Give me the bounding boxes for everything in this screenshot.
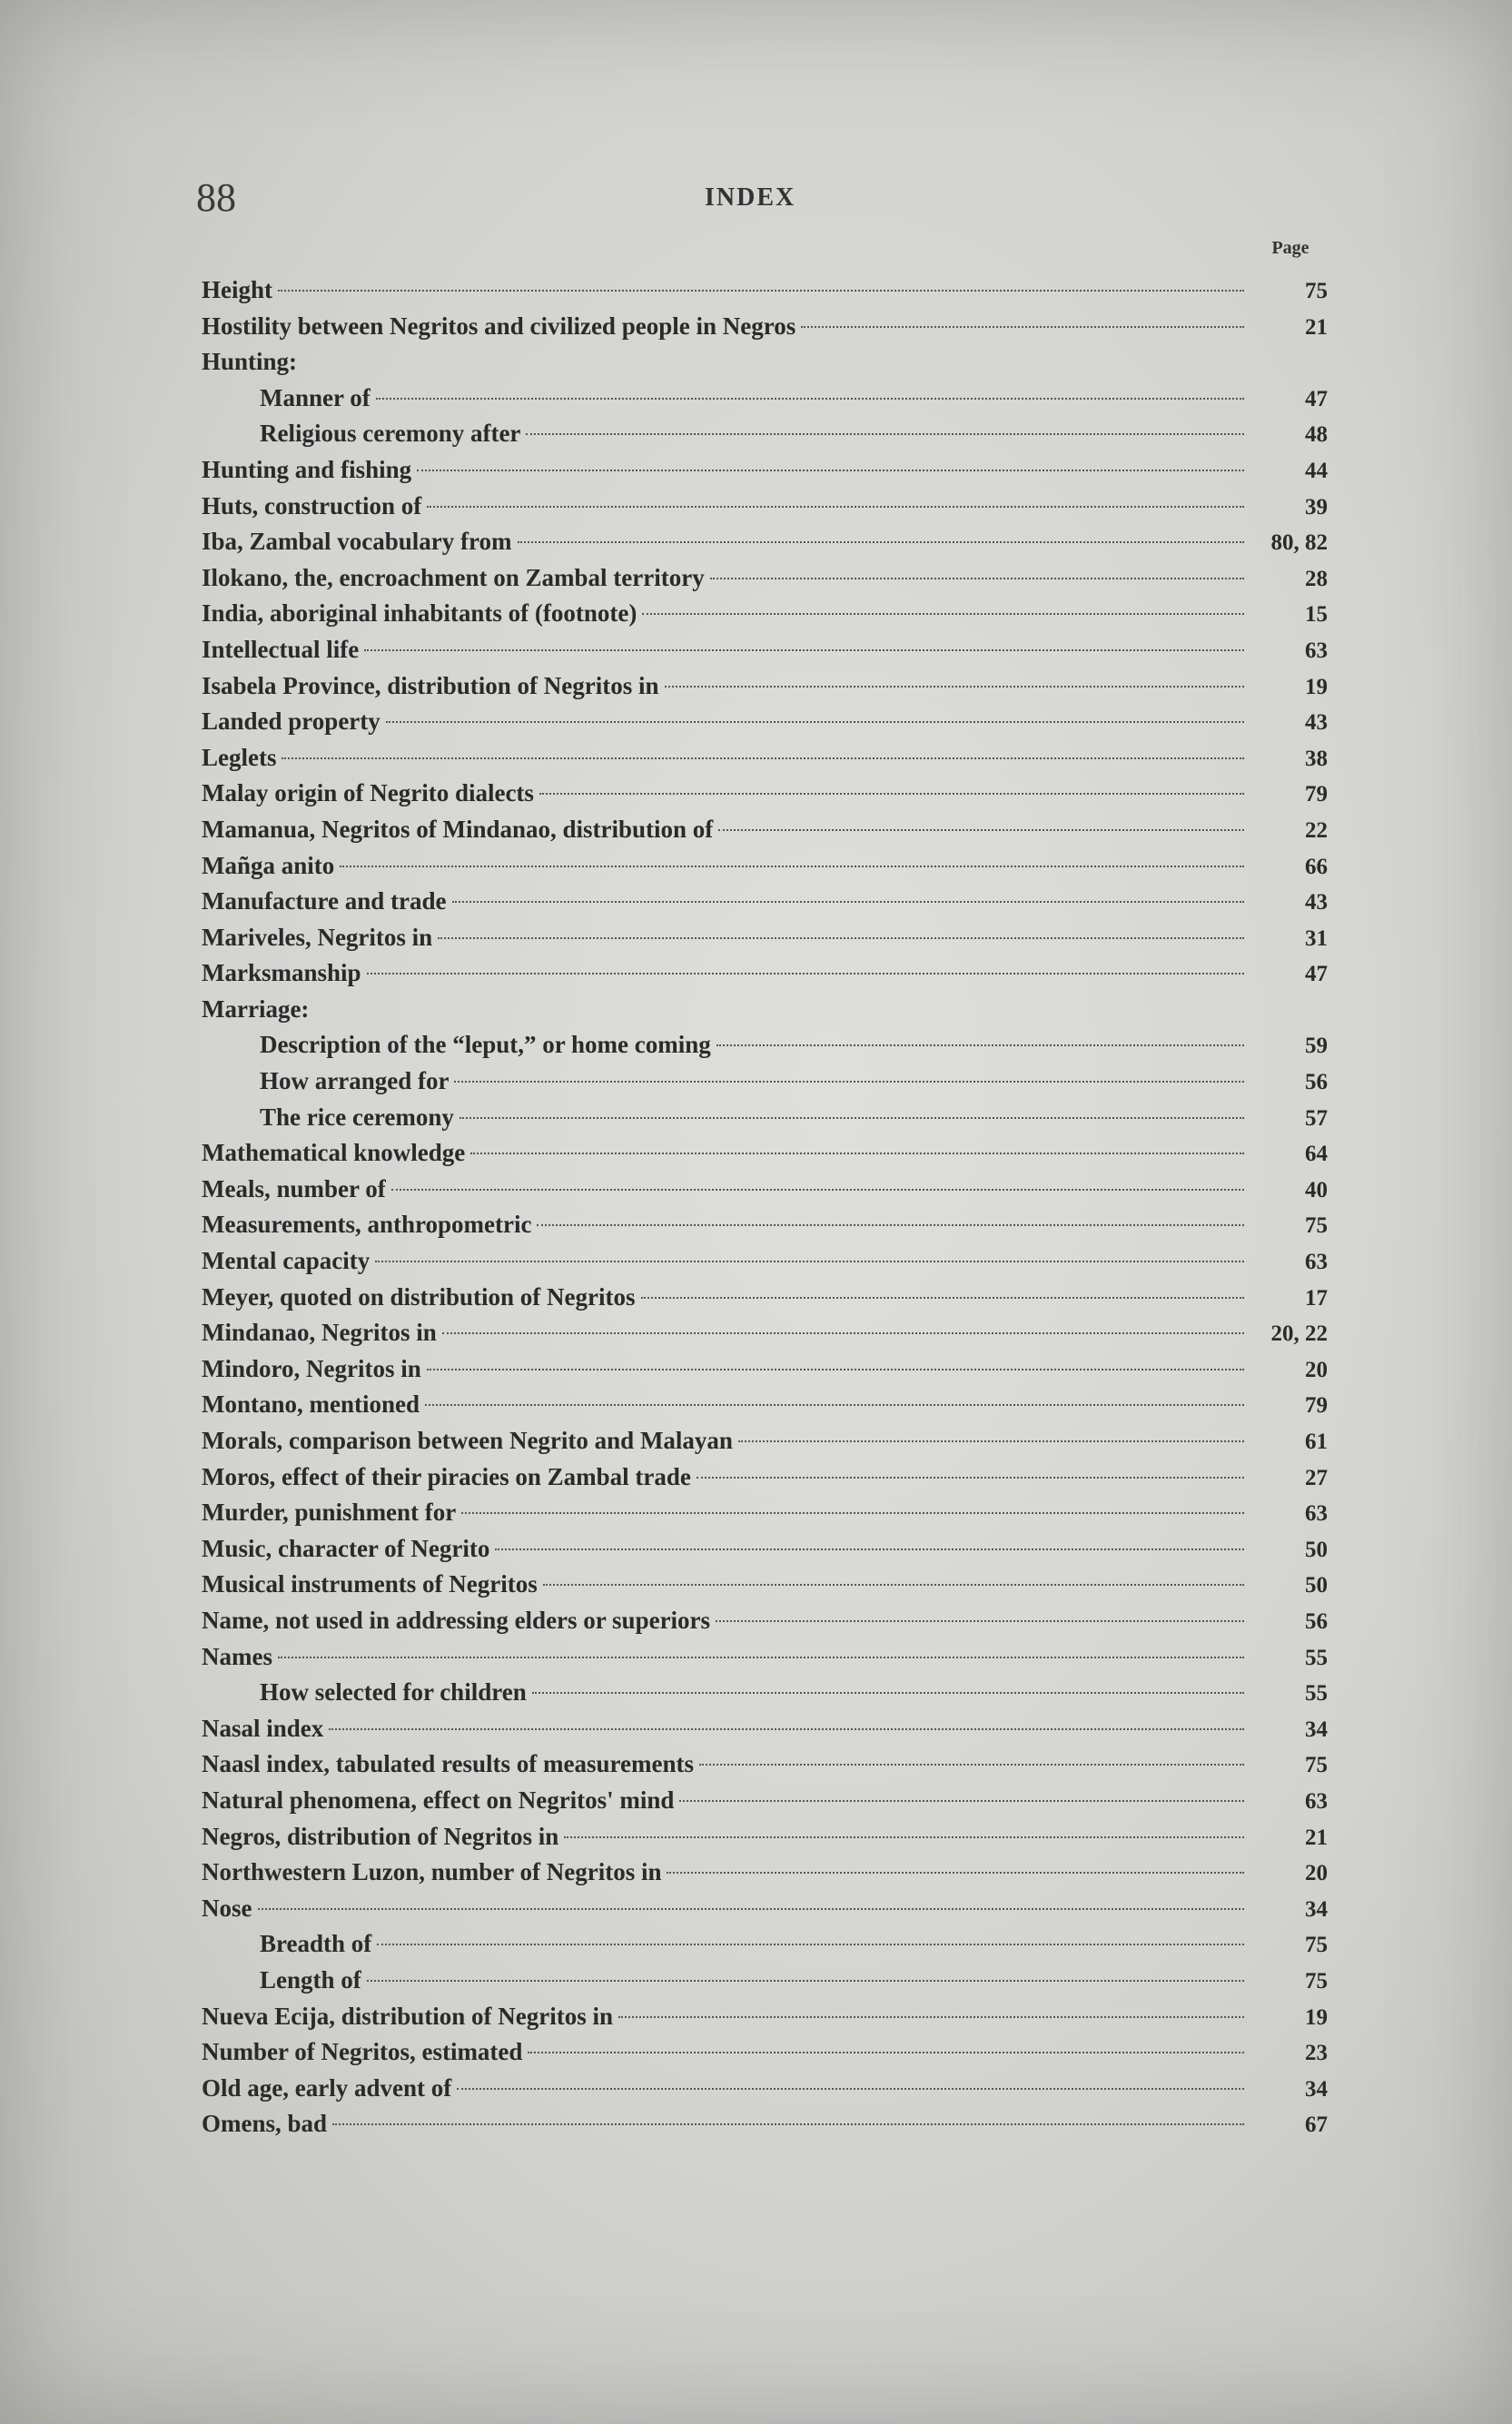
index-term: How selected for children <box>260 1678 527 1707</box>
index-term: Leglets <box>202 743 277 771</box>
index-page-ref: 40 <box>1305 1177 1328 1202</box>
index-page-ref: 43 <box>1305 710 1328 736</box>
dot-leader <box>329 1728 1244 1730</box>
index-term: Names <box>202 1642 272 1670</box>
index-page-ref: 75 <box>1305 1968 1328 1994</box>
dot-leader <box>258 1908 1245 1910</box>
index-term: Iba, Zambal vocabulary from <box>202 528 512 556</box>
dot-leader <box>332 2123 1244 2125</box>
index-subentry <box>202 1064 1328 1100</box>
index-term: Northwestern Luzon, number of Negritos in <box>202 1858 662 1886</box>
dot-leader <box>386 721 1244 723</box>
index-entry <box>202 1603 1328 1639</box>
index-page-ref: 61 <box>1305 1430 1328 1454</box>
index-entry <box>202 272 1328 309</box>
dot-leader <box>716 1620 1244 1622</box>
index-page-ref: 59 <box>1305 1034 1328 1059</box>
index-page-ref: 79 <box>1305 1393 1328 1419</box>
dot-leader <box>427 1369 1244 1370</box>
index-entry <box>202 1567 1328 1603</box>
dot-leader <box>801 326 1244 328</box>
index-page-ref: 19 <box>1305 674 1328 699</box>
page-title: INDEX <box>705 183 796 212</box>
index-entry <box>202 1315 1328 1351</box>
dot-leader <box>340 866 1244 867</box>
index-subentry <box>202 381 1328 417</box>
index-page-ref: 67 <box>1305 2112 1328 2138</box>
index-entry <box>202 920 1328 956</box>
index-term: Ilokano, the, encroachment on Zambal territory <box>202 563 705 591</box>
index-term: The rice ceremony <box>260 1103 454 1131</box>
dot-leader <box>738 1440 1244 1442</box>
dot-leader <box>697 1477 1244 1479</box>
index-term: Isabela Province, distribution of Negritos in <box>202 671 659 699</box>
index-page-ref: 55 <box>1305 1645 1328 1670</box>
index-page-ref: 31 <box>1305 925 1328 951</box>
index-entry <box>202 1819 1328 1855</box>
index-page-ref: 28 <box>1305 566 1328 591</box>
index-entry <box>202 1855 1328 1891</box>
index-entry <box>202 1746 1328 1783</box>
dot-leader <box>526 433 1244 435</box>
dot-leader <box>618 2016 1244 2018</box>
index-term: Mindanao, Negritos in <box>202 1319 437 1347</box>
index-page-ref: 22 <box>1305 817 1328 843</box>
index-term: Mamanua, Negritos of Mindanao, distribution of <box>202 815 714 843</box>
index-page-ref: 20 <box>1305 1357 1328 1382</box>
index-term: Mariveles, Negritos in <box>202 923 433 951</box>
index-term: Naasl index, tabulated results of measurements <box>202 1750 695 1778</box>
index-page-ref: 20, 22 <box>1270 1321 1328 1347</box>
index-term: Description of the “leput,” or home coming <box>260 1031 711 1059</box>
dot-leader <box>460 1117 1244 1119</box>
dot-leader <box>528 2052 1244 2053</box>
index-term: Old age, early advent of <box>202 2073 452 2102</box>
index-page-ref: 75 <box>1305 1213 1328 1239</box>
index-term: How arranged for <box>260 1067 450 1095</box>
index-subentry <box>202 1926 1328 1963</box>
dot-leader <box>438 937 1244 939</box>
dot-leader <box>543 1584 1244 1586</box>
dot-leader <box>417 470 1244 471</box>
page-header <box>196 171 1322 225</box>
index-subentry <box>202 416 1328 452</box>
dot-leader <box>539 793 1244 795</box>
index-term: Name, not used in addressing elders or superiors <box>202 1606 711 1634</box>
dot-leader <box>679 1800 1244 1802</box>
index-term: Moros, effect of their piracies on Zambal trade <box>202 1462 691 1490</box>
dot-leader <box>665 686 1244 688</box>
index-term: Meyer, quoted on distribution of Negritos <box>202 1282 636 1311</box>
index-entry <box>202 560 1328 597</box>
index-page-ref: 39 <box>1305 494 1328 519</box>
index-term: Marriage: <box>202 994 310 1023</box>
index-term: Omens, bad <box>202 2110 328 2138</box>
index-page-ref: 63 <box>1305 1788 1328 1814</box>
dot-leader <box>532 1692 1244 1694</box>
index-subentry <box>202 1027 1328 1064</box>
dot-leader <box>391 1189 1244 1191</box>
index-heading <box>202 344 1328 381</box>
dot-leader <box>537 1224 1244 1226</box>
index-term: Morals, comparison between Negrito and Malayan <box>202 1427 733 1454</box>
index-entry <box>202 489 1328 525</box>
dot-leader <box>377 1944 1244 1945</box>
index-entry <box>202 668 1328 705</box>
index-term: Manner of <box>260 383 371 411</box>
index-entry <box>202 2106 1328 2142</box>
dot-leader <box>427 506 1244 508</box>
dot-leader <box>716 1044 1244 1046</box>
dot-leader <box>642 613 1244 615</box>
dot-leader <box>367 1980 1244 1982</box>
index-entry <box>202 1387 1328 1423</box>
index-term: Height <box>202 276 272 303</box>
index-term: Manufacture and trade <box>202 887 447 915</box>
index-entry <box>202 632 1328 668</box>
index-entry <box>202 1999 1328 2035</box>
dot-leader <box>710 578 1244 579</box>
index-term: Nose <box>202 1894 252 1922</box>
index-page-ref: 23 <box>1305 2041 1328 2066</box>
dot-leader <box>641 1297 1245 1299</box>
index-term: Number of Negritos, estimated <box>202 2038 523 2066</box>
index-entry <box>202 1423 1328 1459</box>
index-entry <box>202 309 1328 345</box>
index-page-ref: 57 <box>1305 1105 1328 1131</box>
index-page-ref: 79 <box>1305 782 1328 807</box>
index-term: Hunting: <box>202 348 298 376</box>
dot-leader <box>470 1153 1244 1154</box>
page-number: 88 <box>196 175 236 220</box>
index-page-ref: 19 <box>1305 2004 1328 2030</box>
index-entry <box>202 1495 1328 1531</box>
index-entry <box>202 1459 1328 1496</box>
index-page-ref: 50 <box>1305 1573 1328 1598</box>
index-term: Mental capacity <box>202 1247 371 1275</box>
index-term: Huts, construction of <box>202 491 422 519</box>
dot-leader <box>367 973 1244 975</box>
index-entry <box>202 1711 1328 1747</box>
index-term: Malay origin of Negrito dialects <box>202 779 534 807</box>
index-page-ref: 21 <box>1305 1825 1328 1850</box>
index-entry <box>202 1172 1328 1208</box>
dot-leader <box>718 829 1244 831</box>
dot-leader <box>278 1657 1244 1658</box>
index-term: Music, character of Negrito <box>202 1534 490 1562</box>
index-page-ref: 75 <box>1305 1753 1328 1778</box>
index-page-ref: 75 <box>1305 279 1328 303</box>
index-page-ref: 63 <box>1305 638 1328 663</box>
index-term: Meals, number of <box>202 1174 386 1202</box>
index-page-ref: 56 <box>1305 1070 1328 1095</box>
dot-leader <box>457 2088 1244 2090</box>
index-page-ref: 56 <box>1305 1608 1328 1634</box>
index-entry <box>202 1207 1328 1243</box>
index-entry <box>202 1351 1328 1388</box>
index-page-ref: 63 <box>1305 1250 1328 1275</box>
dot-leader <box>375 1261 1244 1262</box>
index-page-ref: 34 <box>1305 1896 1328 1922</box>
dot-leader <box>454 1081 1244 1083</box>
index-entry <box>202 740 1328 777</box>
index-page-ref: 48 <box>1305 422 1328 448</box>
dot-leader <box>442 1332 1244 1334</box>
index-page-ref: 66 <box>1305 854 1328 879</box>
index-page-ref: 34 <box>1305 2076 1328 2102</box>
index-term: Intellectual life <box>202 635 360 663</box>
dot-leader <box>495 1548 1244 1550</box>
dot-leader <box>699 1764 1244 1766</box>
dot-leader <box>282 757 1244 759</box>
dot-leader <box>564 1836 1244 1838</box>
index-page-ref: 63 <box>1305 1501 1328 1527</box>
index-entry <box>202 776 1328 812</box>
index-term: Marksmanship <box>202 959 361 987</box>
index-page-ref: 15 <box>1305 602 1328 628</box>
index-term: Mathematical knowledge <box>202 1139 466 1167</box>
index-subentry <box>202 1100 1328 1136</box>
dot-leader <box>667 1872 1244 1874</box>
index-entry <box>202 524 1328 560</box>
index-term: Measurements, anthropometric <box>202 1211 532 1239</box>
index-heading <box>202 992 1328 1028</box>
index-entry <box>202 812 1328 848</box>
index-term: Hunting and fishing <box>202 455 412 483</box>
index-subentry <box>202 1675 1328 1711</box>
index-term: Breadth of <box>260 1930 372 1958</box>
index-page-ref: 47 <box>1305 962 1328 987</box>
index-page-ref: 75 <box>1305 1933 1328 1958</box>
index-page-ref: 50 <box>1305 1537 1328 1562</box>
index-page-ref: 47 <box>1305 386 1328 411</box>
dot-leader <box>461 1512 1244 1514</box>
index-term: Nueva Ecija, distribution of Negritos in <box>202 2002 614 2030</box>
index-page-ref: 43 <box>1305 890 1328 915</box>
index-term: Natural phenomena, effect on Negritos' mind <box>202 1786 675 1814</box>
index-page-ref: 34 <box>1305 1717 1328 1742</box>
index-entry <box>202 452 1328 489</box>
index-page-ref: 64 <box>1305 1142 1328 1167</box>
dot-leader <box>452 901 1245 903</box>
index-entry <box>202 1135 1328 1172</box>
index-term: Length of <box>260 1965 361 1994</box>
page-column-label: Page <box>1271 238 1309 258</box>
index-term: Hostility between Negritos and civilized people in Negros <box>202 312 796 340</box>
index-entry <box>202 2071 1328 2107</box>
index-term: Musical instruments of Negritos <box>202 1570 538 1598</box>
index-term: Mañga anito <box>202 851 335 879</box>
index-list <box>202 272 1328 2142</box>
index-term: Nasal index <box>202 1714 324 1742</box>
dot-leader <box>278 290 1244 292</box>
index-page-ref: 20 <box>1305 1861 1328 1886</box>
index-page-ref: 38 <box>1305 746 1328 771</box>
dot-leader <box>364 649 1244 651</box>
index-entry <box>202 884 1328 920</box>
index-entry <box>202 2034 1328 2071</box>
index-entry <box>202 1531 1328 1568</box>
index-entry <box>202 1639 1328 1676</box>
index-term: Negros, distribution of Negritos in <box>202 1822 559 1850</box>
dot-leader <box>518 541 1244 543</box>
index-entry <box>202 596 1328 632</box>
index-page-ref: 55 <box>1305 1681 1328 1707</box>
index-page-ref: 44 <box>1305 458 1328 483</box>
index-term: Montano, mentioned <box>202 1390 420 1419</box>
dot-leader <box>425 1404 1244 1406</box>
index-entry <box>202 1280 1328 1316</box>
index-entry <box>202 1891 1328 1927</box>
index-term: Landed property <box>202 707 380 736</box>
dot-leader <box>376 398 1244 400</box>
index-term: India, aboriginal inhabitants of (footnote) <box>202 599 637 628</box>
index-term: Mindoro, Negritos in <box>202 1354 421 1382</box>
index-entry <box>202 1783 1328 1819</box>
index-page-ref: 80, 82 <box>1270 530 1328 556</box>
index-term: Religious ceremony after <box>260 420 521 448</box>
index-page-ref: 21 <box>1305 314 1328 340</box>
index-subentry <box>202 1963 1328 1999</box>
index-page-ref: 17 <box>1305 1285 1328 1311</box>
index-term: Murder, punishment for <box>202 1499 457 1527</box>
index-entry <box>202 848 1328 885</box>
index-entry <box>202 704 1328 740</box>
index-page-ref: 27 <box>1305 1465 1328 1490</box>
index-entry <box>202 1243 1328 1280</box>
index-entry <box>202 955 1328 992</box>
